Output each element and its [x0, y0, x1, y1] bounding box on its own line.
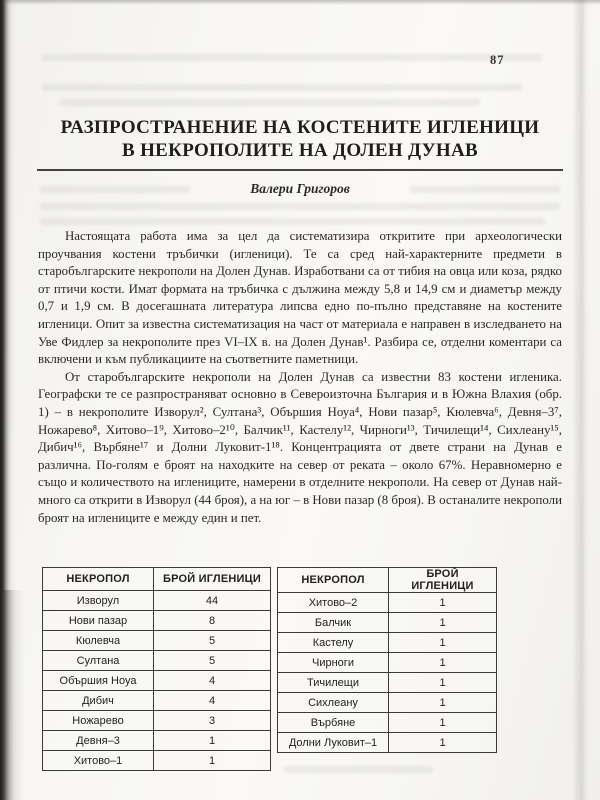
cell-necropolis: Обършия Ноуа: [43, 671, 154, 691]
bleedthrough-line: [42, 54, 542, 61]
table-row: [43, 651, 271, 671]
cell-count: 1: [389, 653, 497, 673]
table-row: [43, 631, 271, 651]
author-name: Валери Григоров: [250, 181, 350, 196]
cell-necropolis: Дибич: [43, 691, 154, 711]
necropolis-table-right: [277, 567, 497, 753]
cell-necropolis: Кастелу: [278, 633, 389, 653]
cell-count: 1: [389, 613, 497, 633]
bleedthrough-line: [42, 84, 522, 91]
table-row: [43, 751, 271, 771]
header-count: БРОЙ ИГЛЕНИЦИ: [389, 568, 497, 593]
table-row: [278, 673, 497, 693]
cell-necropolis: Чирноги: [278, 653, 389, 673]
cell-count: 44: [154, 591, 271, 611]
table-row: [43, 591, 271, 611]
necropolis-table-left: [42, 567, 271, 771]
article-body: [38, 228, 562, 564]
cell-count: 1: [389, 673, 497, 693]
cell-count: 5: [154, 631, 271, 651]
cell-count: 1: [389, 733, 497, 753]
cell-count: 8: [154, 611, 271, 631]
table-row: [43, 671, 271, 691]
cell-necropolis: Върбяне: [278, 713, 389, 733]
table-header-row: [43, 568, 271, 591]
cell-necropolis: Изворул: [43, 591, 154, 611]
cell-necropolis: Хитово–1: [43, 751, 154, 771]
header-necropolis: НЕКРОПОЛ: [278, 568, 389, 593]
cell-count: 1: [389, 633, 497, 653]
table-row: [43, 611, 271, 631]
title-rule: [37, 169, 563, 171]
table-row: [43, 731, 271, 751]
header-necropolis: НЕКРОПОЛ: [43, 568, 154, 591]
table-row: [278, 593, 497, 613]
cell-count: 1: [154, 751, 271, 771]
cell-count: 4: [154, 671, 271, 691]
table-row: [278, 693, 497, 713]
bleedthrough-line: [283, 766, 433, 773]
cell-count: 1: [389, 593, 497, 613]
title-line-2: В НЕКРОПОЛИТЕ НА ДОЛЕН ДУНАВ: [122, 140, 478, 161]
cell-necropolis: Девня–3: [43, 731, 154, 751]
title-line-1: РАЗПРОСТРАНЕНИЕ НА КОСТЕНИТЕ ИГЛЕНИЦИ: [60, 117, 540, 138]
cell-count: 4: [154, 691, 271, 711]
cell-necropolis: Хитово–2: [278, 593, 389, 613]
table-row: [43, 691, 271, 711]
scan-edge-left: [0, 0, 16, 800]
scan-edge-top: [0, 0, 600, 5]
table-row: [278, 633, 497, 653]
cell-necropolis: Ножарево: [43, 711, 154, 731]
cell-necropolis: Кюлевча: [43, 631, 154, 651]
cell-count: 1: [154, 731, 271, 751]
article-title: [37, 116, 563, 162]
page-number: 87: [490, 53, 505, 67]
cell-necropolis: Нови пазар: [43, 611, 154, 631]
cell-necropolis: Султана: [43, 651, 154, 671]
paragraph-1: Настоящата работа има за цел да систематизира откритите при археологически проучвания костени тръбички (игленици). Те са сред най-характерните предмети в старобългарските некрополи на Долен Дунав. Изработвани са от тибия на овца или коза, рядко от птичи кости. Имат формата на тръбичка с дължина между 5,8 и 14,9 см и диаметър между 0,7 и 1,9 см. В досегашната литература липсва едно по-пълно представяне на костените игленици. Опит за известна систематизация на част от материала е направен в изследването на Уве Фидлер за некрополите през VI–IX в. на Долен Дунав¹. Разбира се, отделни коментари са включени и към публикациите на съответните паметници.: [38, 229, 562, 367]
bleedthrough-line: [40, 218, 545, 225]
bleedthrough-line: [60, 99, 480, 106]
cell-necropolis: Балчик: [278, 613, 389, 633]
paragraph-2: От старобългарските некрополи на Долен Дунав са известни 83 костени игленика. Географски те се разпространяват основно в Североизточна България и в Южна Влахия (обр. 1) – в некрополите Изворул², Султана³, Обършия Ноуа⁴, Нови пазар⁵, Кюлевча⁶, Девня–3⁷, Ножарево⁸, Хитово–1⁹, Хитово–2¹⁰, Балчик¹¹, Кастелу¹², Чирноги¹³, Тичилещи¹⁴, Сихлеану¹⁵, Дибич¹⁶, Върбяне¹⁷ и Долни Луковит-1¹⁸. Концентрацията от двете страни на Дунав е различна. По-голям е броят на находките на север от реката – около 67%. Неравномерно е също и количеството на иглениците, намерени в отделните некрополи. На север от Дунав най-много са открити в Изворул (44 броя), а на юг – в Нови пазар (8 броя). В останалите некрополи броят на иглениците е между един и пет.: [38, 369, 562, 525]
table-row: [278, 713, 497, 733]
cell-count: 3: [154, 711, 271, 731]
table-row: [278, 653, 497, 673]
cell-necropolis: Тичилещи: [278, 673, 389, 693]
cell-necropolis: Сихлеану: [278, 693, 389, 713]
cell-count: 1: [389, 713, 497, 733]
cell-necropolis: Долни Луковит–1: [278, 733, 389, 753]
table-row: [43, 711, 271, 731]
cell-count: 1: [389, 693, 497, 713]
table-row: [278, 613, 497, 633]
cell-count: 5: [154, 651, 271, 671]
table-row: [278, 733, 497, 753]
bleedthrough-line: [40, 203, 560, 210]
header-count: БРОЙ ИГЛЕНИЦИ: [154, 568, 271, 591]
table-header-row: [278, 568, 497, 593]
scan-spine-shadow: [572, 0, 590, 800]
